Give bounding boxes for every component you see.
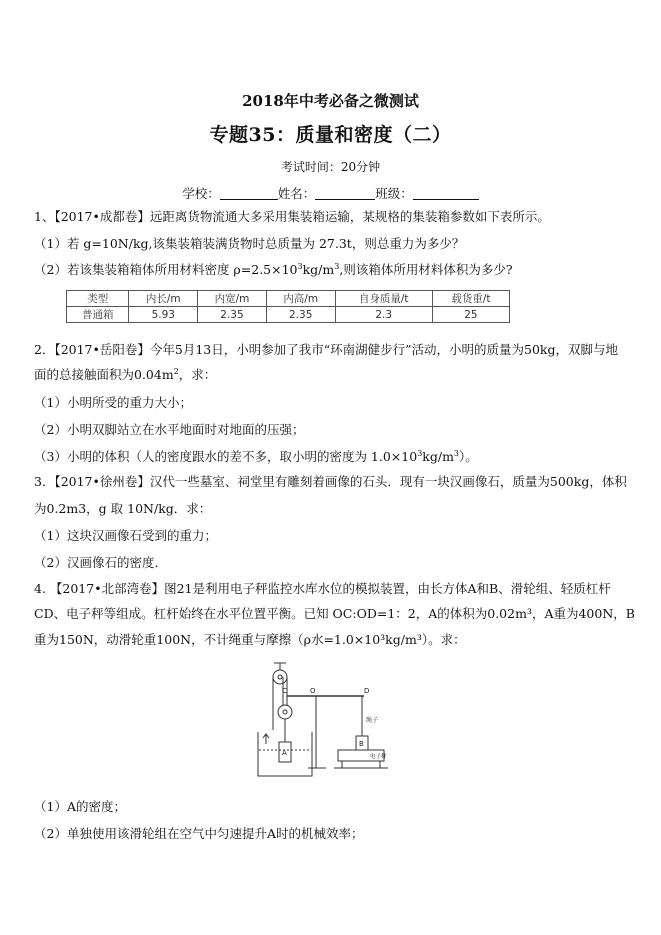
q1-part2-c: ,则该箱体所用材料体积为多少?: [339, 262, 513, 277]
movable-pulley: [278, 705, 292, 719]
q3-part2: （2）汉画像石的密度．: [34, 555, 167, 570]
table-cell: 5.93: [129, 307, 198, 323]
class-blank: [413, 187, 479, 200]
q4-part1: （1）A的密度；: [34, 799, 126, 814]
q3-part1: （1）这块汉画像石受到的重力；: [34, 528, 217, 543]
container-spec-table: [66, 290, 510, 323]
q2-part3-b: kg/m: [422, 449, 454, 464]
table-header-cell: 内宽/m: [198, 291, 267, 307]
q1-part1: （1）若 g=10N/kg,该集装箱装满货物时总质量为 27.3t，则总重力为多少？: [34, 236, 465, 251]
q4-line3: 重为150N，动滑轮重100N，不计绳重与摩擦（ρ水=1.0×10³kg/m³）。求：: [34, 632, 466, 647]
label-c: C: [282, 687, 287, 695]
q2-part3-c: ）。: [459, 449, 478, 464]
q1-part2-b: kg/m: [302, 262, 335, 277]
q2-line1: 2．【2017•岳阳卷】今年5月13日，小明参加了我市“环南湖健步行”活动，小明的质量为50kg，双脚与地: [34, 342, 619, 357]
q2-part3-a: （3）小明的体积（人的密度跟水的差不多，取小明的密度为 1.0×10: [34, 449, 418, 464]
q2-line2-b: ，求：: [178, 367, 217, 382]
name-label: 姓名：: [277, 186, 316, 201]
school-blank: [220, 187, 278, 200]
table-cell: 2.3: [335, 307, 432, 323]
table-cell: 25: [432, 307, 509, 323]
page-title: 2018年中考必备之微测试: [242, 92, 419, 110]
q3-line2: 为0.2m3，g 取 10N/kg．求：: [34, 501, 212, 516]
student-info: [0, 184, 661, 202]
table-row: [67, 307, 510, 323]
table-header-cell: 内高/m: [266, 291, 335, 307]
topic-title: 专题35：质量和密度（二）: [209, 124, 452, 146]
label-a: A: [282, 749, 287, 757]
q1-part2-sup2: 3: [334, 261, 340, 271]
q1-part2: [34, 262, 513, 278]
q1-part2-a: （2）若该集装箱箱体所用材料密度 ρ=2.5×10: [34, 262, 298, 277]
q2-line2-a: 面的总接触面积为0.04m: [34, 367, 174, 382]
q2-part3-sup2: 3: [453, 448, 460, 458]
label-scale: 电子秤: [370, 754, 387, 760]
table-cell: 2.35: [266, 307, 335, 323]
table-cell: 2.35: [198, 307, 267, 323]
q3-line1: 3．【2017•徐州卷】汉代一些墓室、祠堂里有雕刻着画像的石头．现有一块汉画像石，质量为500kg，体积: [34, 474, 627, 489]
q4-part2: （2）单独使用该滑轮组在空气中匀速提升A时的机械效率；: [34, 826, 364, 841]
exam-time: 考试时间：20分钟: [280, 160, 381, 174]
q2-part3: [34, 449, 478, 465]
table-header-cell: 载货重/t: [432, 291, 509, 307]
q4-line2: CD、电子秤等组成。杠杆始终在水平位置平衡。已知 OC:OD=1：2，A的体积为0.02m³，A重为400N，B: [34, 606, 635, 621]
label-o: O: [310, 687, 316, 695]
school-label: 学校：: [182, 186, 220, 201]
name-blank: [315, 187, 375, 200]
label-b: B: [359, 740, 364, 748]
fixed-pulley: [273, 670, 287, 684]
fixed-pulley-axle: [278, 675, 282, 679]
lever-pulley-figure: [254, 660, 394, 780]
movable-pulley-axle: [283, 710, 287, 714]
q1-part2-sup: 3: [297, 261, 303, 271]
label-d: D: [364, 687, 370, 695]
q2-line2-sup: 2: [173, 366, 179, 376]
q2-part3-sup: 3: [417, 448, 423, 458]
q2-line2: [34, 367, 216, 383]
q2-part1: （1）小明所受的重力大小；: [34, 395, 192, 410]
table-header-cell: 内长/m: [129, 291, 198, 307]
class-label: 班级：: [375, 186, 413, 201]
label-rope: 绳子: [366, 717, 379, 724]
table-cell: 普通箱: [67, 307, 129, 323]
table-header-cell: 类型: [67, 291, 129, 307]
q2-part2: （2）小明双脚站立在水平地面时对地面的压强；: [34, 422, 305, 437]
table-header-cell: 自身质量/t: [335, 291, 432, 307]
q4-line1: 4. 【2017•北部湾卷】图21是利用电子秤监控水库水位的模拟装置，由长方体A和B、滑轮组、轻质杠杆: [34, 581, 611, 596]
table-header-row: [67, 291, 510, 307]
q1-intro: 1、【2017•成都卷】远距离货物流通大多采用集装箱运输，某规格的集装箱参数如下表所示。: [34, 209, 550, 224]
